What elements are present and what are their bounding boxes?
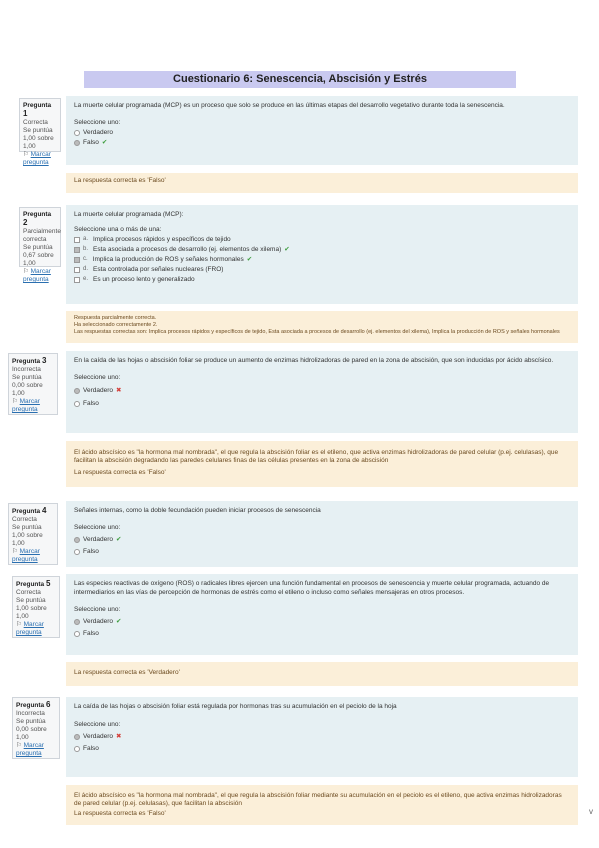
question-label: Pregunta [12,358,41,365]
select-label: Seleccione uno: [74,119,121,126]
feedback-text: Respuesta parcialmente correcta. [74,315,157,321]
answer-option[interactable]: Verdadero [74,128,570,137]
incorrect-cross-icon: ✖ [116,733,122,740]
checkbox[interactable] [74,267,80,273]
flag-icon: ⚐ [16,742,22,749]
flag-question-link[interactable]: ⚐ Marcar pregunta [16,621,44,636]
radio-button[interactable] [74,549,80,555]
feedback-text: El ácido abscísico es "la hormona mal nombrada", el que regula la abscisión foliar mediante su acumulación en el peciolo es el etileno, que activa enzimas hidrolizadoras de pared celular (p.ej. celulasas), que facilitan la abscisión [74,792,562,807]
feedback-text: Ha seleccionado correctamente 2. [74,322,158,328]
select-label: Seleccione uno: [74,374,121,381]
question-label: Pregunta [12,508,41,515]
question-number: 1 [23,109,28,118]
feedback-text: La respuesta correcta es 'Falso' [74,177,166,184]
flag-icon: ⚐ [23,151,29,158]
radio-button[interactable] [74,631,80,637]
checkbox[interactable] [74,257,80,263]
page-title: Cuestionario 6: Senescencia, Abscisión y Estrés [84,71,516,88]
question-status: Correcta [23,119,48,126]
select-label: Seleccione uno: [74,721,121,728]
radio-button[interactable] [74,140,80,146]
question-text: Las especies reactivas de oxígeno (ROS) o radicales libres ejercen una función fundamental en procesos de senescencia y muerte celular programada, actuando de intermediarios en las vías de percepción de hormonas de estrés como el etileno o incluso como señales mensajeras en otros procesos. [74,580,550,596]
flag-icon: ⚐ [23,268,29,275]
question-score: Se puntúa 0,67 sobre 1,00 [23,244,54,267]
answer-option[interactable]: d. Esta controlada por señales nucleares (FRO) [74,265,570,274]
answer-option[interactable]: Falso [74,547,570,556]
answer-option[interactable]: a. Implica procesos rápidos y específicos de tejido [74,235,570,244]
question-content [66,205,578,304]
question-label: Pregunta [16,702,45,709]
checkbox[interactable] [74,247,80,253]
question-number: 2 [23,218,28,227]
question-status: Parcialmente correcta [23,228,61,243]
correct-check-icon: ✔ [116,618,122,625]
answer-option[interactable]: c. Implica la producción de ROS y señales hormonales ✔ [74,255,570,264]
question-info [12,576,60,638]
question-score: Se puntúa 1,00 sobre 1,00 [12,524,43,547]
feedback-text: Las respuestas correctas son: Implica procesos rápidos y específicos de tejido, Esta asociada a procesos de desarrollo (ej. elementos del xilema), Implica la producción de ROS y señales hormonales [74,329,560,335]
flag-question-link[interactable]: ⚐ Marcar pregunta [12,398,40,413]
radio-button[interactable] [74,130,80,136]
answer-option[interactable]: Falso ✔ [74,138,570,147]
answer-option[interactable]: Falso [74,744,570,753]
question-content [66,96,578,165]
answer-option[interactable]: Falso [74,629,570,638]
radio-button[interactable] [74,746,80,752]
question-label: Pregunta [23,102,52,109]
answer-option[interactable]: Verdadero ✔ [74,535,570,544]
question-label: Pregunta [23,211,52,218]
question-content [66,351,578,433]
correct-check-icon: ✔ [116,536,122,543]
feedback-box [66,785,578,825]
answer-option[interactable]: e. Es un proceso lento y generalizado [74,275,570,284]
question-text: La caída de las hojas o abscisión foliar está regulada por hormonas tras su acumulación en el peciolo de la hoja [74,703,397,710]
checkbox[interactable] [74,277,80,283]
question-label: Pregunta [16,581,45,588]
flag-question-link[interactable]: ⚐ Marcar pregunta [16,742,44,757]
checkbox[interactable] [74,237,80,243]
flag-question-link[interactable]: ⚐ Marcar pregunta [12,548,40,563]
flag-icon: ⚐ [12,548,18,555]
question-content [66,501,578,567]
correct-check-icon: ✔ [284,246,290,253]
question-info [19,207,61,283]
correct-check-icon: ✔ [101,139,108,146]
question-status: Incorrecta [12,366,41,373]
question-content [66,574,578,655]
question-score: Se puntúa 1,00 sobre 1,00 [16,597,47,620]
feedback-box [66,173,578,193]
radio-button[interactable] [74,734,80,740]
question-number: 6 [45,700,51,709]
question-number: 5 [45,579,51,588]
select-label: Seleccione uno: [74,606,121,613]
radio-button[interactable] [74,388,80,394]
question-score: Se puntúa 1,00 sobre 1,00 [23,127,54,150]
chevron-down-icon[interactable]: v [589,807,593,816]
question-info [19,98,61,166]
radio-button[interactable] [74,401,80,407]
feedback-box [66,662,578,686]
feedback-text: La respuesta correcta es 'Falso' [74,469,166,476]
question-info [8,353,58,415]
question-text: Señales internas, como la doble fecundación pueden iniciar procesos de senescencia [74,507,321,514]
incorrect-cross-icon: ✖ [116,387,122,394]
flag-question-link[interactable]: ⚐ Marcar pregunta [23,268,51,283]
select-label: Seleccione uno: [74,524,121,531]
flag-question-link[interactable]: ⚐ Marcar pregunta [23,151,51,166]
question-text: La muerte celular programada (MCP) es un proceso que solo se produce en las últimas etapas del desarrollo vegetativo durante toda la senescencia. [74,102,505,109]
radio-button[interactable] [74,537,80,543]
feedback-text: La respuesta correcta es 'Falso' [74,810,166,817]
feedback-box [66,311,578,343]
question-status: Correcta [12,516,37,523]
feedback-box [66,441,578,487]
question-score: Se puntúa 0,00 sobre 1,00 [16,718,47,741]
answer-option[interactable]: Falso [74,399,570,408]
question-info [12,697,60,759]
question-text: La muerte celular programada (MCP): [74,211,184,218]
flag-icon: ⚐ [12,398,18,405]
feedback-text: El ácido abscísico es "la hormona mal nombrada", el que regula la abscisión foliar es el etileno, que activa enzimas hidrolizadoras de pared celular (p.ej. celulasas), que facilitan la abscisión degradando las paredes celulares finas de las células presentes en la zona de abscisión [74,449,559,464]
answer-option[interactable]: Verdadero ✖ [74,386,570,395]
question-number: 4 [41,506,47,515]
select-label: Seleccione una o más de una: [74,226,162,233]
correct-check-icon: ✔ [246,256,253,263]
answer-option[interactable]: b. Esta asociada a procesos de desarrollo (ej. elementos de xilema) ✔ [74,245,570,254]
question-info [8,503,58,565]
flag-icon: ⚐ [16,621,22,628]
question-score: Se puntúa 0,00 sobre 1,00 [12,374,43,397]
question-number: 3 [41,356,47,365]
question-status: Incorrecta [16,710,45,717]
answer-option[interactable]: Verdadero ✔ [74,617,570,626]
feedback-text: La respuesta correcta es 'Verdadero' [74,669,180,676]
radio-button[interactable] [74,619,80,625]
question-content [66,697,578,777]
question-text: En la caída de las hojas o abscisión foliar se produce un aumento de enzimas hidrolizadoras de pared en la zona de abscisión, que son inducidas por ácido abscísico. [74,357,554,364]
question-status: Correcta [16,589,41,596]
answer-option[interactable]: Verdadero ✖ [74,732,570,741]
